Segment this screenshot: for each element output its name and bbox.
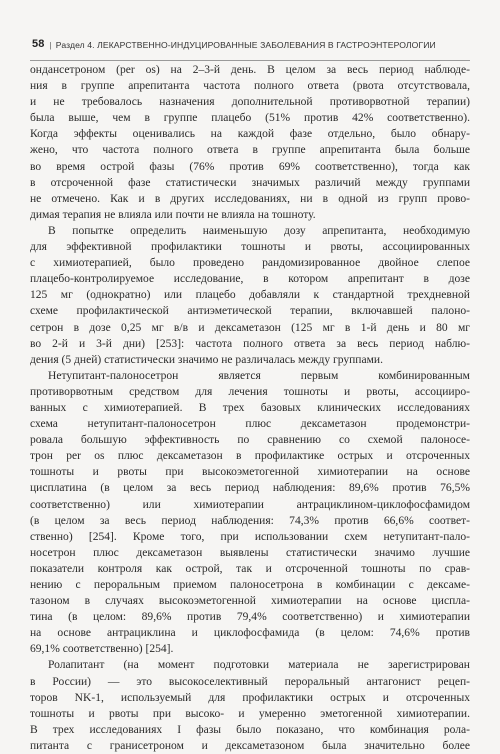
text-line: тошноты и рвоты при высоко- и умеренно эметогенной химиотерапии. [30,707,470,720]
paragraph-1 [30,62,470,223]
text-line: ния в группе апрепитанта частота полного ответа (рвота отсутствовала, [30,80,470,93]
text-line: во время острой фазы (76% против 69% соответственно), тогда как [30,160,470,173]
text-line: тина (в целом: 89,6% против 79,4% соответственно) и химиотерапии [30,611,470,624]
paragraph-2 [30,223,470,368]
text-line: противорвотным средством для лечения тошноты и рвоты, ассоцииро- [30,385,470,398]
text-line: торов NK-1, используемый для профилактики острых и отсроченных [30,691,470,704]
text-line: Когда эффекты оценивались на каждой фазе отдельно, было обнару- [30,128,470,141]
text-line: 69,1% соответственно) [254]. [30,643,174,656]
paragraph-4 [30,657,470,754]
text-line: сетрон в дозе 0,25 мг в/в и дексаметазон (125 мг в 1-й день и 80 мг [30,321,470,334]
text-line: показатели контроля как острой, так и отсроченной тошноты по срав- [30,562,470,575]
text-line: дения (5 дней) статистически значимо не различалась между группами. [30,353,383,366]
text-line: жено, что частота полного ответа в группе апрепитанта была больше [30,144,470,157]
text-line: В трех исследованиях I фазы было показано, что комбинация рола- [30,723,470,736]
text-line: схема нетупитант-палоносетрон плюс дексаметазон продемонстри- [30,418,470,431]
body-text [30,62,470,754]
text-line: на основе антрациклина и циклофосфамида (в целом: 74,6% против [30,627,470,640]
text-line: тазоном в случаях высокоэметогенной химиотерапии на основе циспла- [30,595,470,608]
text-line: ровала большую эффективность по сравнению со схемой палоносе- [30,434,470,447]
section-title: Раздел 4. ЛЕКАРСТВЕННО-ИНДУЦИРОВАННЫЕ ЗАБОЛЕВАНИЯ В ГАСТРОЭНТЕРОЛОГИИ [55,40,436,50]
text-line: не отмечено. Как и в других исследованиях, ни в одной из групп прово- [30,192,470,205]
header-separator: | [49,40,52,50]
page-number: 58 [32,38,45,50]
text-line: соответственно) или химиотерапии антрациклином-циклофосфамидом [30,498,470,511]
text-line: ондансетроном (per os) на 2–3-й день. В целом за весь период наблюде- [30,64,470,76]
text-line: Ролапитант (на момент подготовки материала не зарегистрирован [48,659,470,672]
text-line: в отсроченной фазе статистически значимых различий между группами [30,176,470,189]
text-line: питанта с гранисетроном и дексаметазоном была значительно более [30,739,470,752]
text-line: ванных с химиотерапией. В трех базовых клинических исследованиях [30,401,470,414]
text-line: плацебо-контролируемое исследование, в котором апрепитант в дозе [30,273,470,286]
text-line: трон per os плюс дексаметазон в профилактике острых и отсроченных [30,450,470,463]
text-line: тошноты и рвоты при высокоэметогенной химиотерапии на основе [30,466,470,479]
text-line: носетрон плюс дексаметазон выявлены статистически значимо лучшие [30,546,470,559]
running-header [32,36,468,50]
text-line: цисплатина (в целом за весь период наблюдения: 89,6% против 76,5% [30,482,470,495]
text-line: 125 мг (однократно) или плацебо добавляли к стандартной трехдневной [30,289,470,302]
header-rule [30,60,470,61]
text-line: ственно) [254]. Кроме того, при использовании схем нетупитант-пало- [30,530,470,543]
text-line: в России) — это высокоселективный пероральный антагонист рецеп- [30,675,470,688]
text-line: и не требовалось назначения дополнительной противорвотной терапии) [30,96,470,109]
paragraph-3 [30,368,470,658]
text-line: была выше, чем в группе плацебо (51% против 42% соответственно). [30,112,470,125]
text-line: димая терапия не влияла или почти не влияла на тошноту. [30,208,316,221]
text-line: с химиотерапией, было проведено рандомизированное двойное слепое [30,257,470,270]
text-line: во 2-й и 3-й дни) [253]: частота полного ответа за весь период наблю- [30,337,470,350]
text-line: (в целом за весь период наблюдения: 74,3% против 66,6% соответ- [30,514,470,527]
text-line: Нетупитант-палоносетрон является первым комбинированным [48,369,470,382]
text-line: нению с пероральным приемом палоносетрона в комбинации с дексаме- [30,579,470,591]
text-line: для эффективной профилактики тошноты и рвоты, ассоциированных [30,241,470,254]
text-line: В попытке определить наименьшую дозу апрепитанта, необходимую [48,224,470,237]
text-line: схеме профилактической антиэметической терапии, включавшей палоно- [30,305,470,318]
